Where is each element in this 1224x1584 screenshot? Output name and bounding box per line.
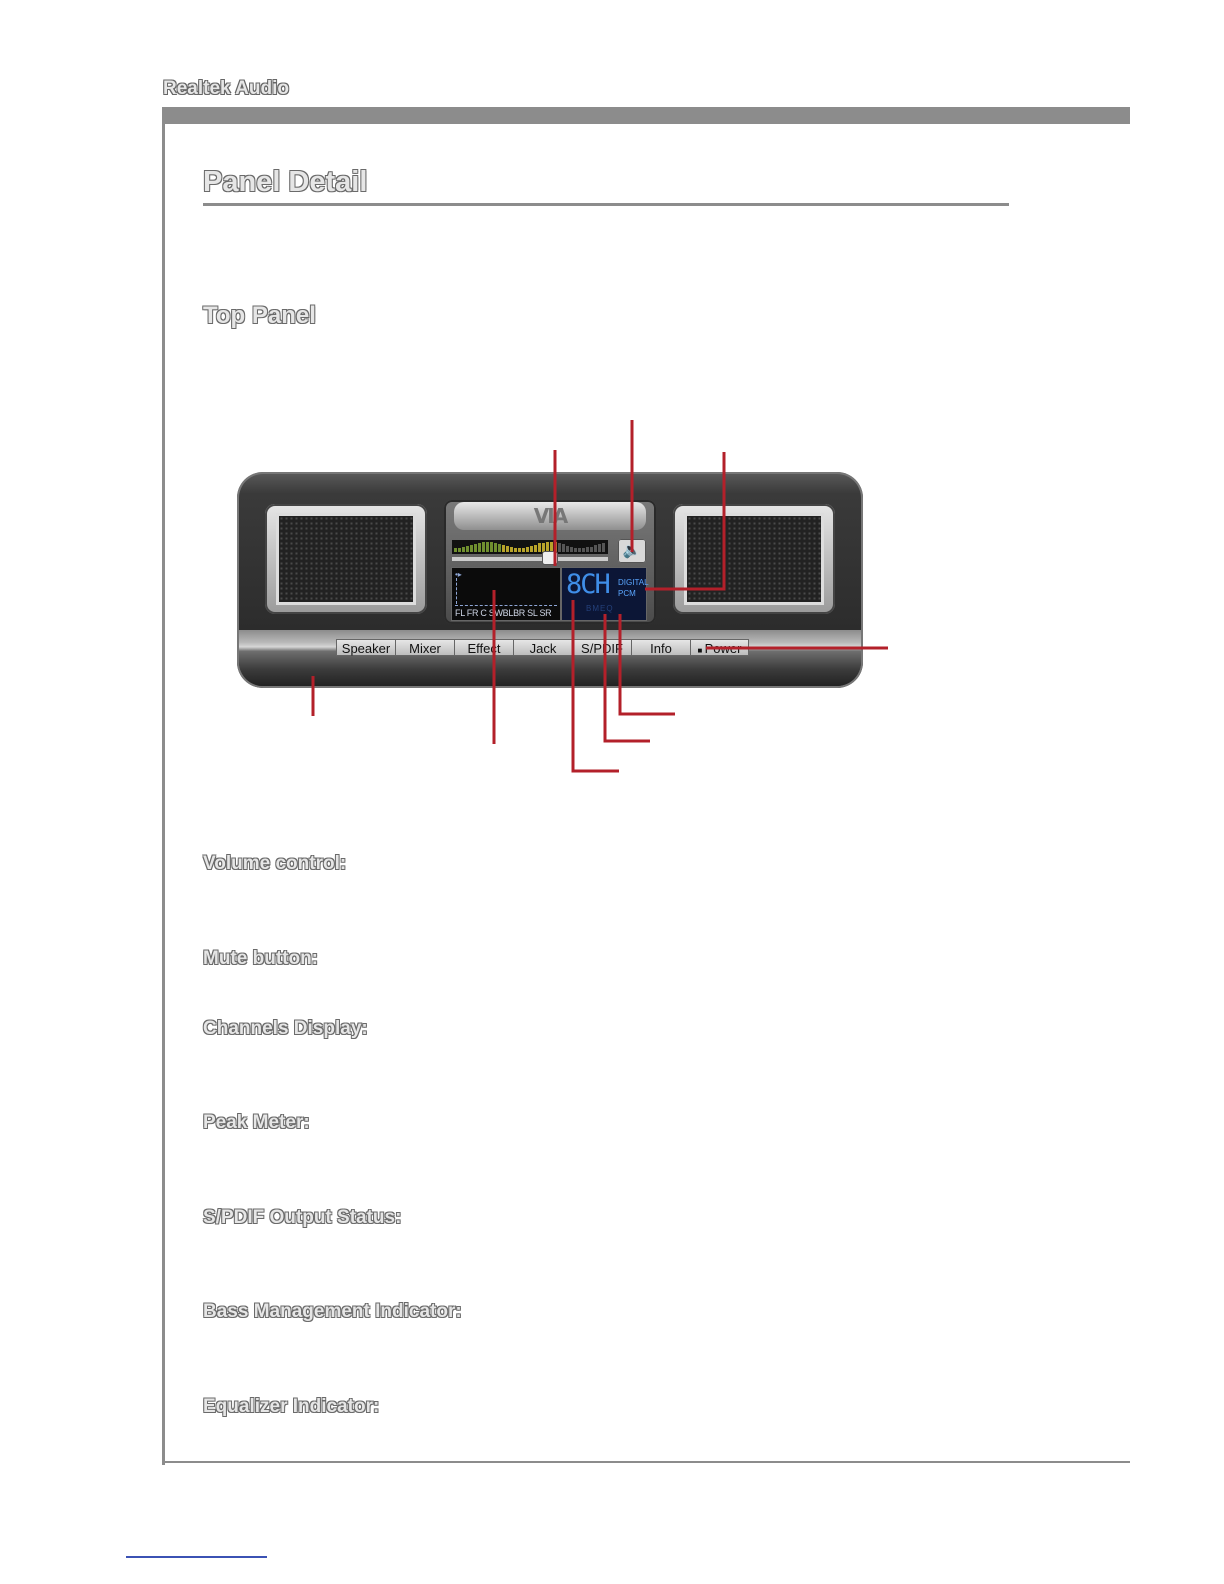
subsection-title: Top Panel [203, 302, 316, 329]
tab-mixer[interactable]: Mixer [395, 639, 454, 656]
tab-power-label: Power [704, 641, 742, 656]
term-mute-button: Mute button: [203, 948, 319, 969]
term-channels-display: Channels Display: [203, 1018, 368, 1039]
digital-indicator: DIGITAL [618, 578, 649, 587]
tab-info[interactable]: Info [631, 639, 690, 656]
tab-jack[interactable]: Jack [513, 639, 572, 656]
callout-bass [605, 614, 650, 741]
header-section-label: Realtek Audio [163, 78, 289, 99]
callout-lcd-digits [573, 600, 619, 771]
term-spdif-output-status: S/PDIF Output Status: [203, 1207, 402, 1228]
power-dot-icon: ■ [697, 646, 705, 655]
tab-spdif[interactable]: S/PDIF [572, 639, 631, 656]
pcm-indicator: PCM [618, 589, 636, 598]
channel-count-digits: 8CH [566, 569, 609, 600]
speaker-mute-icon: 🔈 [622, 542, 642, 559]
channel-corner-mark: •▸ [455, 570, 462, 579]
term-equalizer-indicator: Equalizer Indicator: [203, 1396, 380, 1417]
term-volume-control: Volume control: [203, 853, 347, 874]
callout-digital [645, 452, 724, 589]
via-logo: VIA [454, 502, 646, 530]
tab-effect[interactable]: Effect [454, 639, 513, 656]
channel-labels: FL FR C SWBLBR SL SR [455, 608, 552, 618]
page-title: Panel Detail [203, 166, 368, 198]
tab-speaker[interactable]: Speaker [336, 639, 395, 656]
footer-link-underline [126, 1556, 267, 1558]
term-peak-meter: Peak Meter: [203, 1112, 310, 1133]
bass-eq-indicator: BMEQ [586, 604, 614, 613]
term-bass-management-indicator: Bass Management Indicator: [203, 1301, 462, 1322]
callout-eq [620, 614, 675, 714]
